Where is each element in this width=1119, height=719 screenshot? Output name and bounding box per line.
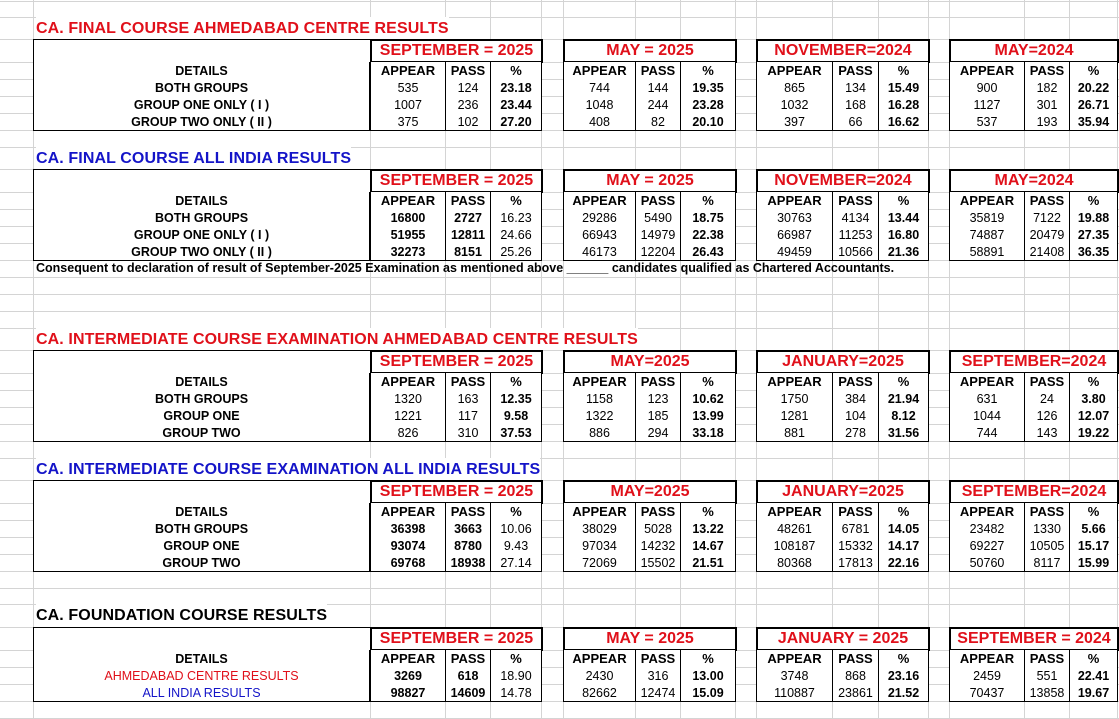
appear-value[interactable]: 375 [370, 113, 446, 131]
appear-value[interactable]: 98827 [370, 684, 446, 702]
pass-value[interactable]: 1330 [1024, 520, 1070, 538]
appear-value[interactable]: 38029 [563, 520, 636, 538]
period-header[interactable]: SEPTEMBER = 2025 [370, 350, 543, 374]
pass-value[interactable]: 7122 [1024, 209, 1070, 227]
column-header[interactable]: APPEAR [563, 62, 636, 80]
row-label[interactable]: BOTH GROUPS [33, 390, 370, 408]
percent-value[interactable]: 16.62 [878, 113, 929, 131]
pass-value[interactable]: 14979 [635, 226, 681, 244]
pass-value[interactable]: 12474 [635, 684, 681, 702]
appear-value[interactable]: 397 [756, 113, 833, 131]
pass-value[interactable]: 10566 [832, 243, 879, 261]
pass-value[interactable]: 301 [1024, 96, 1070, 114]
period-header[interactable]: JANUARY=2025 [756, 480, 930, 504]
pass-value[interactable]: 244 [635, 96, 681, 114]
percent-value[interactable]: 15.09 [680, 684, 736, 702]
column-header[interactable]: PASS [445, 373, 491, 391]
column-header[interactable]: APPEAR [563, 503, 636, 521]
pass-value[interactable]: 144 [635, 79, 681, 97]
pass-value[interactable]: 185 [635, 407, 681, 425]
percent-value[interactable]: 22.41 [1069, 667, 1118, 685]
percent-value[interactable]: 14.67 [680, 537, 736, 555]
pass-value[interactable]: 316 [635, 667, 681, 685]
period-header[interactable]: JANUARY = 2025 [756, 627, 930, 651]
row-label[interactable]: GROUP ONE ONLY ( I ) [33, 226, 370, 244]
appear-value[interactable]: 744 [949, 424, 1025, 442]
period-header[interactable]: SEPTEMBER = 2025 [370, 169, 543, 193]
percent-value[interactable]: 33.18 [680, 424, 736, 442]
column-header[interactable]: APPEAR [949, 192, 1025, 210]
period-header[interactable]: SEPTEMBER = 2025 [370, 480, 543, 504]
gridline-horizontal [0, 588, 1119, 589]
percent-value[interactable]: 21.36 [878, 243, 929, 261]
row-label[interactable]: BOTH GROUPS [33, 209, 370, 227]
section-title: CA. INTERMEDIATE COURSE EXAMINATION ALL INDIA RESULTS [36, 458, 540, 480]
pass-value[interactable]: 310 [445, 424, 491, 442]
appear-value[interactable]: 16800 [370, 209, 446, 227]
appear-value[interactable]: 2459 [949, 667, 1025, 685]
period-header[interactable]: SEPTEMBER=2024 [949, 350, 1119, 374]
appear-value[interactable]: 1320 [370, 390, 446, 408]
row-label[interactable]: GROUP TWO [33, 424, 370, 442]
percent-value[interactable]: 20.22 [1069, 79, 1118, 97]
percent-value[interactable]: 9.58 [490, 407, 542, 425]
appear-value[interactable]: 3269 [370, 667, 446, 685]
column-header[interactable]: PASS [832, 650, 879, 668]
percent-value[interactable]: 13.44 [878, 209, 929, 227]
pass-value[interactable]: 24 [1024, 390, 1070, 408]
gridline-horizontal [0, 277, 1119, 278]
column-header[interactable]: % [878, 62, 929, 80]
column-header[interactable]: APPEAR [756, 192, 833, 210]
column-header[interactable]: APPEAR [370, 62, 446, 80]
column-header[interactable]: % [490, 192, 542, 210]
details-header[interactable]: DETAILS [33, 650, 370, 668]
pass-value[interactable]: 868 [832, 667, 879, 685]
pass-value[interactable]: 236 [445, 96, 491, 114]
percent-value[interactable]: 19.22 [1069, 424, 1118, 442]
column-header[interactable]: APPEAR [563, 192, 636, 210]
appear-value[interactable]: 69227 [949, 537, 1025, 555]
row-label[interactable]: GROUP TWO [33, 554, 370, 572]
pass-value[interactable]: 278 [832, 424, 879, 442]
pass-value[interactable]: 4134 [832, 209, 879, 227]
column-header[interactable]: % [1069, 62, 1118, 80]
column-header[interactable]: PASS [1024, 373, 1070, 391]
period-header[interactable]: SEPTEMBER=2024 [949, 480, 1119, 504]
appear-value[interactable]: 1048 [563, 96, 636, 114]
row-label[interactable]: GROUP ONE [33, 407, 370, 425]
appear-value[interactable]: 1127 [949, 96, 1025, 114]
percent-value[interactable]: 16.23 [490, 209, 542, 227]
period-header[interactable]: MAY = 2025 [563, 169, 737, 193]
appear-value[interactable]: 58891 [949, 243, 1025, 261]
appear-value[interactable]: 886 [563, 424, 636, 442]
column-header[interactable]: PASS [832, 62, 879, 80]
percent-value[interactable]: 27.35 [1069, 226, 1118, 244]
section-title: CA. FINAL COURSE ALL INDIA RESULTS [36, 147, 351, 169]
pass-value[interactable]: 21408 [1024, 243, 1070, 261]
pass-value[interactable]: 3663 [445, 520, 491, 538]
pass-value[interactable]: 15502 [635, 554, 681, 572]
details-blank-cell[interactable] [33, 480, 371, 504]
percent-value[interactable]: 36.35 [1069, 243, 1118, 261]
percent-value[interactable]: 15.99 [1069, 554, 1118, 572]
percent-value[interactable]: 35.94 [1069, 113, 1118, 131]
appear-value[interactable]: 50760 [949, 554, 1025, 572]
percent-value[interactable]: 26.71 [1069, 96, 1118, 114]
period-header[interactable]: SEPTEMBER = 2025 [370, 39, 543, 63]
percent-value[interactable]: 23.28 [680, 96, 736, 114]
gridline-horizontal [0, 311, 1119, 312]
period-header[interactable]: MAY = 2025 [563, 627, 737, 651]
column-header[interactable]: APPEAR [756, 373, 833, 391]
column-header[interactable]: % [680, 373, 736, 391]
section-title: CA. INTERMEDIATE COURSE EXAMINATION AHMEDABAD CENTRE RESULTS [36, 328, 638, 350]
pass-value[interactable]: 11253 [832, 226, 879, 244]
details-header[interactable]: DETAILS [33, 503, 370, 521]
column-header[interactable]: PASS [1024, 503, 1070, 521]
appear-value[interactable]: 537 [949, 113, 1025, 131]
pass-value[interactable]: 143 [1024, 424, 1070, 442]
pass-value[interactable]: 163 [445, 390, 491, 408]
appear-value[interactable]: 72069 [563, 554, 636, 572]
pass-value[interactable]: 8151 [445, 243, 491, 261]
row-label[interactable]: BOTH GROUPS [33, 520, 370, 538]
row-label[interactable]: BOTH GROUPS [33, 79, 370, 97]
pass-value[interactable]: 20479 [1024, 226, 1070, 244]
column-header[interactable]: PASS [1024, 650, 1070, 668]
percent-value[interactable]: 23.18 [490, 79, 542, 97]
appear-value[interactable]: 110887 [756, 684, 833, 702]
percent-value[interactable]: 5.66 [1069, 520, 1118, 538]
percent-value[interactable]: 24.66 [490, 226, 542, 244]
percent-value[interactable]: 16.80 [878, 226, 929, 244]
column-header[interactable]: APPEAR [756, 503, 833, 521]
appear-value[interactable]: 93074 [370, 537, 446, 555]
percent-value[interactable]: 27.14 [490, 554, 542, 572]
appear-value[interactable]: 32273 [370, 243, 446, 261]
pass-value[interactable]: 12204 [635, 243, 681, 261]
column-header[interactable]: PASS [635, 503, 681, 521]
column-header[interactable]: % [680, 62, 736, 80]
appear-value[interactable]: 82662 [563, 684, 636, 702]
details-blank-cell[interactable] [33, 627, 371, 651]
column-header[interactable]: APPEAR [370, 650, 446, 668]
pass-value[interactable]: 551 [1024, 667, 1070, 685]
percent-value[interactable]: 23.16 [878, 667, 929, 685]
pass-value[interactable]: 117 [445, 407, 491, 425]
pass-value[interactable]: 193 [1024, 113, 1070, 131]
period-header[interactable]: MAY=2025 [563, 480, 737, 504]
percent-value[interactable]: 22.38 [680, 226, 736, 244]
row-label[interactable]: GROUP TWO ONLY ( II ) [33, 243, 370, 261]
pass-value[interactable]: 126 [1024, 407, 1070, 425]
percent-value[interactable]: 14.17 [878, 537, 929, 555]
appear-value[interactable]: 744 [563, 79, 636, 97]
appear-value[interactable]: 2430 [563, 667, 636, 685]
row-label[interactable]: GROUP ONE ONLY ( I ) [33, 96, 370, 114]
pass-value[interactable]: 14232 [635, 537, 681, 555]
pass-value[interactable]: 18938 [445, 554, 491, 572]
column-header[interactable]: PASS [1024, 62, 1070, 80]
appear-value[interactable]: 1044 [949, 407, 1025, 425]
percent-value[interactable]: 21.51 [680, 554, 736, 572]
column-header[interactable]: % [1069, 192, 1118, 210]
appear-value[interactable]: 29286 [563, 209, 636, 227]
appear-value[interactable]: 826 [370, 424, 446, 442]
period-header[interactable]: NOVEMBER=2024 [756, 39, 930, 63]
column-header[interactable]: % [680, 650, 736, 668]
appear-value[interactable]: 23482 [949, 520, 1025, 538]
column-header[interactable]: % [490, 373, 542, 391]
percent-value[interactable]: 15.49 [878, 79, 929, 97]
appear-value[interactable]: 74887 [949, 226, 1025, 244]
column-header[interactable]: % [490, 650, 542, 668]
appear-value[interactable]: 3748 [756, 667, 833, 685]
appear-value[interactable]: 51955 [370, 226, 446, 244]
column-header[interactable]: PASS [635, 62, 681, 80]
pass-value[interactable]: 5028 [635, 520, 681, 538]
appear-value[interactable]: 1750 [756, 390, 833, 408]
appear-value[interactable]: 1032 [756, 96, 833, 114]
column-header[interactable]: PASS [1024, 192, 1070, 210]
column-header[interactable]: % [490, 503, 542, 521]
percent-value[interactable]: 13.00 [680, 667, 736, 685]
period-header[interactable]: SEPTEMBER = 2024 [949, 627, 1119, 651]
column-header[interactable]: APPEAR [756, 62, 833, 80]
percent-value[interactable]: 21.94 [878, 390, 929, 408]
section-title: CA. FINAL COURSE AHMEDABAD CENTRE RESULTS [36, 17, 449, 39]
row-label[interactable]: GROUP TWO ONLY ( II ) [33, 113, 370, 131]
appear-value[interactable]: 1322 [563, 407, 636, 425]
appear-value[interactable]: 66943 [563, 226, 636, 244]
percent-value[interactable]: 23.44 [490, 96, 542, 114]
percent-value[interactable]: 15.17 [1069, 537, 1118, 555]
percent-value[interactable]: 10.62 [680, 390, 736, 408]
column-header[interactable]: PASS [635, 373, 681, 391]
period-header[interactable]: MAY = 2025 [563, 39, 737, 63]
percent-value[interactable]: 12.35 [490, 390, 542, 408]
period-header[interactable]: SEPTEMBER = 2025 [370, 627, 543, 651]
percent-value[interactable]: 14.05 [878, 520, 929, 538]
column-header[interactable]: APPEAR [949, 650, 1025, 668]
percent-value[interactable]: 21.52 [878, 684, 929, 702]
pass-value[interactable]: 384 [832, 390, 879, 408]
percent-value[interactable]: 12.07 [1069, 407, 1118, 425]
column-header[interactable]: % [1069, 503, 1118, 521]
appear-value[interactable]: 881 [756, 424, 833, 442]
row-label[interactable]: GROUP ONE [33, 537, 370, 555]
pass-value[interactable]: 23861 [832, 684, 879, 702]
appear-value[interactable]: 535 [370, 79, 446, 97]
appear-value[interactable]: 108187 [756, 537, 833, 555]
percent-value[interactable]: 19.67 [1069, 684, 1118, 702]
column-header[interactable]: % [878, 373, 929, 391]
column-header[interactable]: % [680, 192, 736, 210]
percent-value[interactable]: 19.35 [680, 79, 736, 97]
appear-value[interactable]: 49459 [756, 243, 833, 261]
column-header[interactable]: APPEAR [370, 192, 446, 210]
pass-value[interactable]: 17813 [832, 554, 879, 572]
percent-value[interactable]: 27.20 [490, 113, 542, 131]
percent-value[interactable]: 3.80 [1069, 390, 1118, 408]
column-header[interactable]: PASS [445, 650, 491, 668]
appear-value[interactable]: 48261 [756, 520, 833, 538]
pass-value[interactable]: 14609 [445, 684, 491, 702]
period-header[interactable]: JANUARY=2025 [756, 350, 930, 374]
details-header[interactable]: DETAILS [33, 373, 370, 391]
percent-value[interactable]: 14.78 [490, 684, 542, 702]
qualification-note: Consequent to declaration of result of September-2025 Examination as mentioned above ______ candidates qualified as Chartered Accountants. [36, 261, 895, 275]
column-header[interactable]: APPEAR [370, 373, 446, 391]
column-header[interactable]: APPEAR [949, 503, 1025, 521]
column-header[interactable]: APPEAR [756, 650, 833, 668]
details-blank-cell[interactable] [33, 350, 371, 374]
details-header[interactable]: DETAILS [33, 192, 370, 210]
percent-value[interactable]: 8.12 [878, 407, 929, 425]
gridline-horizontal [0, 1, 1119, 2]
pass-value[interactable]: 102 [445, 113, 491, 131]
pass-value[interactable]: 6781 [832, 520, 879, 538]
period-header[interactable]: MAY=2025 [563, 350, 737, 374]
appear-value[interactable]: 70437 [949, 684, 1025, 702]
details-header[interactable]: DETAILS [33, 62, 370, 80]
appear-value[interactable]: 408 [563, 113, 636, 131]
row-label[interactable]: AHMEDABAD CENTRE RESULTS [33, 667, 370, 685]
column-header[interactable]: % [490, 62, 542, 80]
percent-value[interactable]: 9.43 [490, 537, 542, 555]
appear-value[interactable]: 66987 [756, 226, 833, 244]
appear-value[interactable]: 80368 [756, 554, 833, 572]
pass-value[interactable]: 104 [832, 407, 879, 425]
percent-value[interactable]: 10.06 [490, 520, 542, 538]
column-header[interactable]: % [1069, 650, 1118, 668]
percent-value[interactable]: 31.56 [878, 424, 929, 442]
column-header[interactable]: PASS [445, 62, 491, 80]
percent-value[interactable]: 16.28 [878, 96, 929, 114]
percent-value[interactable]: 37.53 [490, 424, 542, 442]
pass-value[interactable]: 5490 [635, 209, 681, 227]
period-header[interactable]: MAY=2024 [949, 39, 1119, 63]
details-blank-cell[interactable] [33, 39, 371, 63]
pass-value[interactable]: 124 [445, 79, 491, 97]
details-blank-cell[interactable] [33, 169, 371, 193]
pass-value[interactable]: 13858 [1024, 684, 1070, 702]
pass-value[interactable]: 8780 [445, 537, 491, 555]
column-header[interactable]: % [878, 650, 929, 668]
appear-value[interactable]: 865 [756, 79, 833, 97]
pass-value[interactable]: 8117 [1024, 554, 1070, 572]
column-header[interactable]: PASS [445, 503, 491, 521]
pass-value[interactable]: 168 [832, 96, 879, 114]
pass-value[interactable]: 82 [635, 113, 681, 131]
appear-value[interactable]: 631 [949, 390, 1025, 408]
pass-value[interactable]: 182 [1024, 79, 1070, 97]
pass-value[interactable]: 294 [635, 424, 681, 442]
row-label[interactable]: ALL INDIA RESULTS [33, 684, 370, 702]
period-header[interactable]: MAY=2024 [949, 169, 1119, 193]
percent-value[interactable]: 20.10 [680, 113, 736, 131]
percent-value[interactable]: 18.90 [490, 667, 542, 685]
percent-value[interactable]: 25.26 [490, 243, 542, 261]
column-header[interactable]: PASS [445, 192, 491, 210]
appear-value[interactable]: 1281 [756, 407, 833, 425]
percent-value[interactable]: 13.22 [680, 520, 736, 538]
column-header[interactable]: APPEAR [563, 650, 636, 668]
column-header[interactable]: PASS [635, 650, 681, 668]
percent-value[interactable]: 19.88 [1069, 209, 1118, 227]
appear-value[interactable]: 36398 [370, 520, 446, 538]
pass-value[interactable]: 66 [832, 113, 879, 131]
appear-value[interactable]: 69768 [370, 554, 446, 572]
appear-value[interactable]: 1007 [370, 96, 446, 114]
appear-value[interactable]: 1221 [370, 407, 446, 425]
column-header[interactable]: APPEAR [949, 62, 1025, 80]
appear-value[interactable]: 30763 [756, 209, 833, 227]
column-header[interactable]: % [1069, 373, 1118, 391]
appear-value[interactable]: 46173 [563, 243, 636, 261]
column-header[interactable]: % [680, 503, 736, 521]
column-header[interactable]: PASS [832, 503, 879, 521]
pass-value[interactable]: 2727 [445, 209, 491, 227]
percent-value[interactable]: 18.75 [680, 209, 736, 227]
column-header[interactable]: APPEAR [949, 373, 1025, 391]
section-title: CA. FOUNDATION COURSE RESULTS [36, 604, 327, 626]
pass-value[interactable]: 618 [445, 667, 491, 685]
column-header[interactable]: PASS [832, 192, 879, 210]
column-header[interactable]: % [878, 503, 929, 521]
percent-value[interactable]: 26.43 [680, 243, 736, 261]
column-header[interactable]: % [878, 192, 929, 210]
percent-value[interactable]: 22.16 [878, 554, 929, 572]
pass-value[interactable]: 15332 [832, 537, 879, 555]
column-header[interactable]: PASS [635, 192, 681, 210]
column-header[interactable]: APPEAR [370, 503, 446, 521]
pass-value[interactable]: 12811 [445, 226, 491, 244]
pass-value[interactable]: 10505 [1024, 537, 1070, 555]
pass-value[interactable]: 134 [832, 79, 879, 97]
gridline-horizontal [0, 294, 1119, 295]
appear-value[interactable]: 97034 [563, 537, 636, 555]
column-header[interactable]: APPEAR [563, 373, 636, 391]
column-header[interactable]: PASS [832, 373, 879, 391]
appear-value[interactable]: 1158 [563, 390, 636, 408]
pass-value[interactable]: 123 [635, 390, 681, 408]
period-header[interactable]: NOVEMBER=2024 [756, 169, 930, 193]
appear-value[interactable]: 35819 [949, 209, 1025, 227]
appear-value[interactable]: 900 [949, 79, 1025, 97]
percent-value[interactable]: 13.99 [680, 407, 736, 425]
